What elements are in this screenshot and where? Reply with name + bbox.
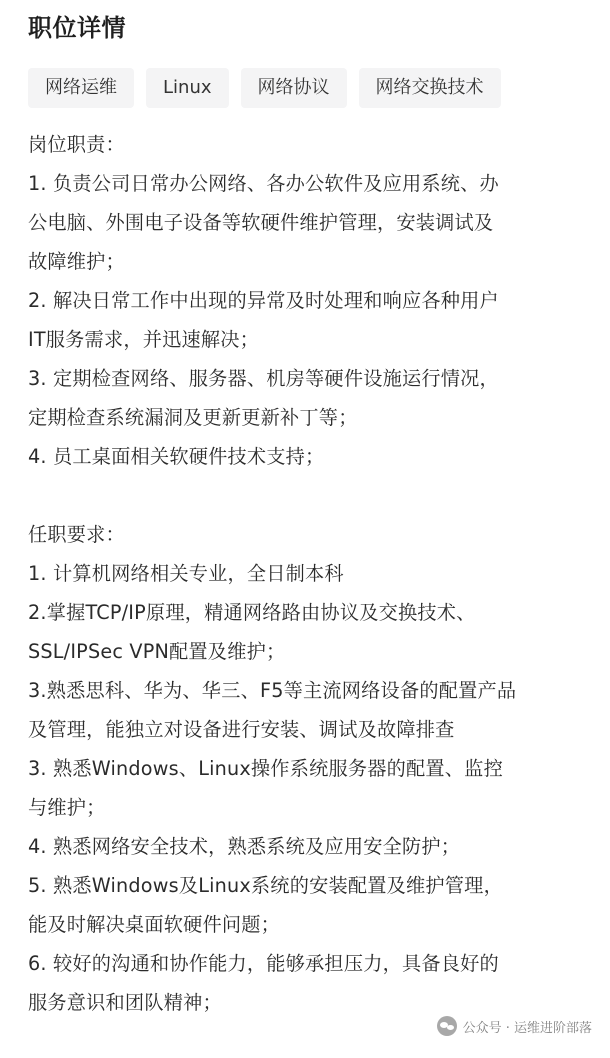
description-line: 4. 员工桌面相关软硬件技术支持； (28, 445, 325, 468)
description-line: 2. 解决日常工作中出现的异常及时处理和响应各种用户 (28, 289, 499, 312)
blank-line (28, 476, 588, 515)
description-line: 能及时解决桌面软硬件问题； (28, 913, 281, 936)
watermark (437, 1016, 592, 1036)
description-line: 及管理，能独立对设备进行安装、调试及故障排查 (28, 718, 455, 741)
description-line: 与维护； (28, 796, 106, 819)
description-line: 4. 熟悉网络安全技术，熟悉系统及应用安全防护； (28, 835, 461, 858)
description-line: 公电脑、外围电子设备等软硬件维护管理，安装调试及 (28, 211, 494, 234)
description-line: 2.掌握TCP/IP原理，精通网络路由协议及交换技术、 (28, 601, 476, 624)
tag-network-ops[interactable]: 网络运维 (28, 68, 134, 108)
description-line: 3. 熟悉Windows、Linux操作系统服务器的配置、监控 (28, 757, 503, 780)
tag-network-switching[interactable]: 网络交换技术 (359, 68, 501, 108)
description-line: 1. 计算机网络相关专业，全日制本科 (28, 562, 344, 585)
wechat-icon (437, 1016, 457, 1036)
description-line: 3. 定期检查网络、服务器、机房等硬件设施运行情况， (28, 367, 499, 390)
tag-network-protocol[interactable]: 网络协议 (241, 68, 347, 108)
description-line: 5. 熟悉Windows及Linux系统的安装配置及维护管理， (28, 874, 503, 897)
description-line: 服务意识和团队精神； (28, 991, 222, 1014)
section-heading-responsibilities: 岗位职责： (28, 133, 125, 156)
description-line: 故障维护； (28, 250, 125, 273)
description-line: 6. 较好的沟通和协作能力，能够承担压力，具备良好的 (28, 952, 499, 975)
tag-list (28, 68, 588, 108)
watermark-text: 公众号 · 运维进阶部落 (462, 1020, 592, 1036)
job-detail-page (28, 0, 588, 1022)
description-line: 定期检查系统漏洞及更新更新补丁等； (28, 406, 358, 429)
description-line: 1. 负责公司日常办公网络、各办公软件及应用系统、办 (28, 172, 499, 195)
description-line: IT服务需求，并迅速解决； (28, 328, 260, 351)
section-heading-requirements: 任职要求： (28, 523, 125, 546)
description-line: 3.熟悉思科、华为、华三、F5等主流网络设备的配置产品 (28, 679, 517, 702)
page-title: 职位详情 (28, 14, 126, 42)
description-line: SSL/IPSec VPN配置及维护； (28, 640, 286, 663)
job-description (28, 125, 588, 1022)
tag-linux[interactable]: Linux (146, 68, 229, 108)
